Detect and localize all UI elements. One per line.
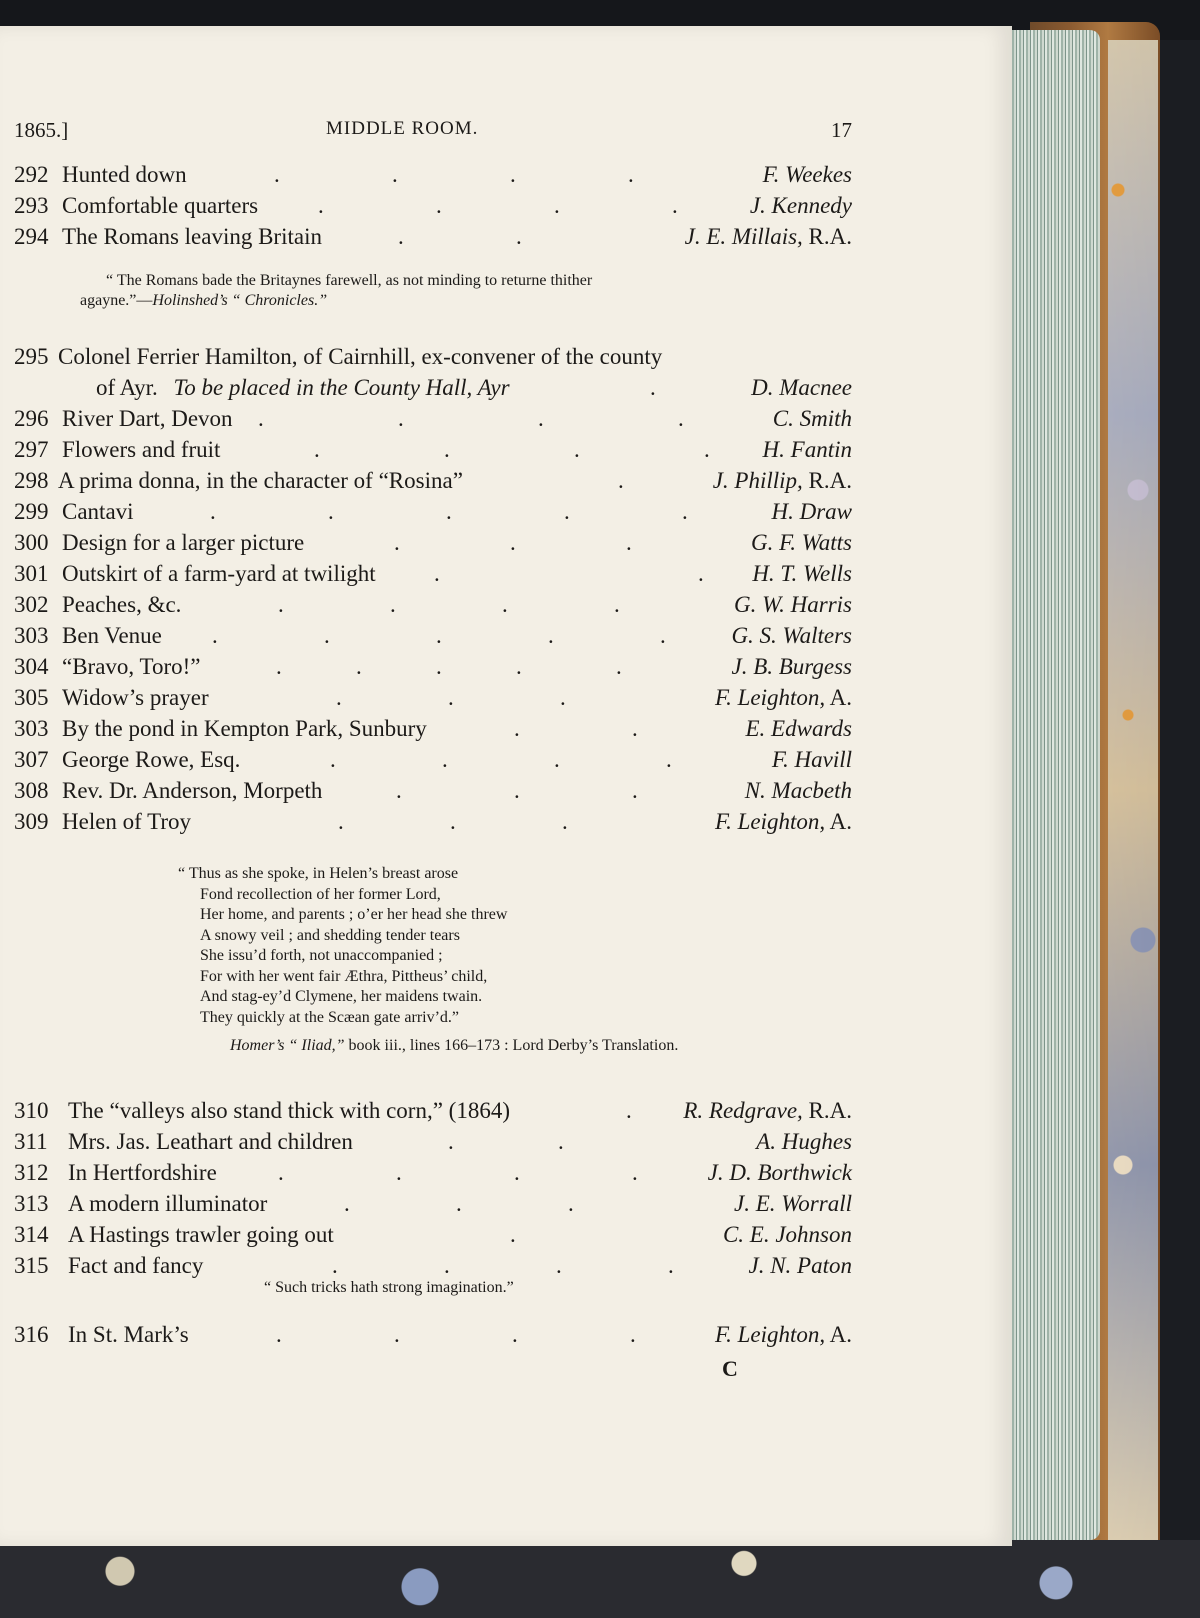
catalogue-entry: 292 Hunted down . . . . F. Weekes xyxy=(14,162,852,187)
entry-artist: N. Macbeth xyxy=(739,778,852,804)
helen-poem: “ Thus as she spoke, in Helen’s breast arose Fond recollection of her former Lord, Her home, and parents ; o’er her head she threw A snowy veil ; and shedding tender tears She issu’d forth, not unaccompanied ; For with her went fair Æthra, Pittheus’ child, And stag-ey’d Clymene, her maidens twain. They quickly at the Scæan gate arriv’d.” xyxy=(178,865,508,1026)
entry-number: 296 xyxy=(14,406,49,431)
entry-title: Peaches, &c. xyxy=(62,592,182,617)
entry-title: Cantavi xyxy=(62,499,134,524)
entry-artist: G. W. Harris xyxy=(728,592,852,618)
catalogue-entry: 293 Comfortable quarters . . . . J. Kennedy xyxy=(14,193,852,218)
entry-number: 315 xyxy=(14,1253,49,1278)
entry-title: A modern illuminator xyxy=(68,1191,268,1216)
entry-title: In Hertfordshire xyxy=(68,1160,217,1185)
entry-artist: H. Draw xyxy=(765,499,852,525)
entry-artist: J. Kennedy xyxy=(744,193,852,219)
entry-number: 299 xyxy=(14,499,49,524)
catalogue-entry: 310 The “valleys also stand thick with corn,” (1864) . R. Redgrave, R.A. xyxy=(14,1098,852,1123)
entry-number: 303 xyxy=(14,716,49,741)
poem-citation: Homer’s “ Iliad,” book iii., lines 166–173 : Lord Derby’s Translation. xyxy=(230,1037,679,1054)
entry-title: Rev. Dr. Anderson, Morpeth xyxy=(62,778,323,803)
romans-quote: “ The Romans bade the Britaynes farewell, as not minding to returne thither agayne.”—Holinshed’s “ Chronicles.” xyxy=(80,272,593,309)
catalogue-entry: 301 Outskirt of a farm-yard at twilight . . H. T. Wells xyxy=(14,561,852,586)
catalogue-entry: 316 In St. Mark’s . . . . F. Leighton, A. xyxy=(14,1322,852,1347)
entry-number: 307 xyxy=(14,747,49,772)
page-number: 17 xyxy=(831,118,852,142)
entry-number: 303 xyxy=(14,623,49,648)
catalogue-entry: 312 In Hertfordshire . . . . J. D. Borthwick xyxy=(14,1160,852,1185)
catalogue-entry xyxy=(14,344,852,374)
entry-title: A Hastings trawler going out xyxy=(68,1222,334,1247)
entry-artist: G. F. Watts xyxy=(745,530,852,556)
entry-number: 311 xyxy=(14,1129,48,1154)
entry-number: 316 xyxy=(14,1322,49,1347)
entry-number: 313 xyxy=(14,1191,49,1216)
catalogue-entry: 313 A modern illuminator . . . J. E. Worrall xyxy=(14,1191,852,1216)
entry-title: A prima donna, in the character of “Rosina” xyxy=(58,468,463,493)
entry-artist: D. Macnee xyxy=(745,375,852,401)
entry-artist: J. B. Burgess xyxy=(725,654,852,680)
entry-artist: F. Leighton, A. xyxy=(709,1322,852,1348)
catalogue-entry: 296 River Dart, Devon . . . . C. Smith xyxy=(14,406,852,431)
entry-artist: J. E. Millais, R.A. xyxy=(679,224,852,250)
entry-title: Flowers and fruit xyxy=(62,437,221,462)
fact-fancy-quote: “ Such tricks hath strong imagination.” xyxy=(264,1279,514,1296)
entry-title: George Rowe, Esq. xyxy=(62,747,241,772)
entry-title: Mrs. Jas. Leathart and children xyxy=(68,1129,353,1154)
entry-artist: G. S. Walters xyxy=(725,623,852,649)
entry-number: 292 xyxy=(14,162,49,187)
header-year: 1865.] xyxy=(14,118,69,142)
entry-number: 305 xyxy=(14,685,49,710)
page-content xyxy=(0,26,1012,1546)
catalogue-entry: 305 Widow’s prayer . . . F. Leighton, A. xyxy=(14,685,852,710)
entry-title: Fact and fancy xyxy=(68,1253,204,1278)
entry-title: By the pond in Kempton Park, Sunbury xyxy=(62,716,427,741)
entry-artist: H. T. Wells xyxy=(746,561,852,587)
catalogue-entry: 303 Ben Venue . . . . . G. S. Walters xyxy=(14,623,852,648)
entry-title: Helen of Troy xyxy=(62,809,192,834)
book-page xyxy=(0,26,1012,1546)
marbled-edge xyxy=(1108,40,1158,1540)
entry-title: Outskirt of a farm-yard at twilight xyxy=(62,561,376,586)
catalogue-entry: 304 “Bravo, Toro!” . . . . . J. B. Burgess xyxy=(14,654,852,679)
signature-mark: C xyxy=(722,1356,738,1381)
catalogue-entry: 315 Fact and fancy . . . . J. N. Paton xyxy=(14,1253,852,1278)
entry-title: Widow’s prayer xyxy=(62,685,209,710)
entry-number: 304 xyxy=(14,654,49,679)
entry-artist: J. E. Worrall xyxy=(728,1191,852,1217)
catalogue-entry: 302 Peaches, &c. . . . . G. W. Harris xyxy=(14,592,852,617)
entry-artist: C. E. Johnson xyxy=(717,1222,852,1248)
entry-title: In St. Mark’s xyxy=(68,1322,189,1347)
entry-title: River Dart, Devon xyxy=(62,406,233,431)
catalogue-entry: 309 Helen of Troy . . . F. Leighton, A. xyxy=(14,809,852,834)
entry-number: 301 xyxy=(14,561,49,586)
entry-title: Comfortable quarters xyxy=(62,193,259,218)
entry-number: 293 xyxy=(14,193,49,218)
catalogue-entry: 303 By the pond in Kempton Park, Sunbury . . E. Edwards xyxy=(14,716,852,741)
catalogue-entry: 298 A prima donna, in the character of “Rosina” . J. Phillip, R.A. xyxy=(14,468,852,493)
entry-artist: H. Fantin xyxy=(757,437,852,463)
entry-artist: C. Smith xyxy=(767,406,852,432)
catalogue-entry: 307 George Rowe, Esq. . . . . F. Havill xyxy=(14,747,852,772)
entry-number: 298 xyxy=(14,468,49,493)
entry-title: “Bravo, Toro!” xyxy=(62,654,201,679)
placement-note: To be placed in the County Hall, Ayr xyxy=(173,375,510,400)
entry-number: 295 xyxy=(14,344,49,369)
entry-number: 314 xyxy=(14,1222,49,1247)
entry-artist: F. Havill xyxy=(766,747,852,773)
entry-title: Hunted down xyxy=(62,162,187,187)
catalogue-entry-continuation: of Ayr. To be placed in the County Hall, Ayr . D. Macnee xyxy=(96,375,852,400)
entry-title: Design for a larger picture xyxy=(62,530,305,555)
catalogue-entry: 300 Design for a larger picture . . . G. F. Watts xyxy=(14,530,852,555)
entry-artist: J. Phillip, R.A. xyxy=(707,468,852,494)
entry-title: Colonel Ferrier Hamilton, of Cairnhill, ex-convener of the county xyxy=(58,344,663,369)
entry-artist: A. Hughes xyxy=(750,1129,852,1155)
entry-artist: E. Edwards xyxy=(740,716,853,742)
entry-artist: F. Leighton, A. xyxy=(709,685,852,711)
entry-artist: F. Leighton, A. xyxy=(709,809,852,835)
entry-title: The Romans leaving Britain xyxy=(62,224,322,249)
catalogue-entry: 294 The Romans leaving Britain . . J. E. Millais, R.A. xyxy=(14,224,852,249)
entry-title: of Ayr. To be placed in the County Hall, Ayr xyxy=(96,375,510,400)
entry-number: 302 xyxy=(14,592,49,617)
catalogue-entry: 311 Mrs. Jas. Leathart and children . . A. Hughes xyxy=(14,1129,852,1154)
catalogue-entry: 314 A Hastings trawler going out . C. E. Johnson xyxy=(14,1222,852,1247)
entry-title: The “valleys also stand thick with corn,” (1864) xyxy=(68,1098,510,1123)
entry-artist: R. Redgrave, R.A. xyxy=(677,1098,852,1124)
catalogue-entry: 299 Cantavi . . . . . H. Draw xyxy=(14,499,852,524)
entry-number: 312 xyxy=(14,1160,49,1185)
entry-artist: J. D. Borthwick xyxy=(702,1160,852,1186)
entry-artist: F. Weekes xyxy=(757,162,852,188)
entry-number: 294 xyxy=(14,224,49,249)
entry-number: 297 xyxy=(14,437,49,462)
running-header xyxy=(14,118,852,150)
entry-artist: J. N. Paton xyxy=(743,1253,853,1279)
entry-number: 308 xyxy=(14,778,49,803)
entry-number: 300 xyxy=(14,530,49,555)
marbled-endpaper xyxy=(0,1540,1200,1618)
page-edges xyxy=(1010,30,1100,1540)
header-title: MIDDLE ROOM. xyxy=(326,118,479,139)
catalogue-entry: 297 Flowers and fruit . . . . H. Fantin xyxy=(14,437,852,462)
catalogue-entry: 308 Rev. Dr. Anderson, Morpeth . . . N. Macbeth xyxy=(14,778,852,803)
entry-title: Ben Venue xyxy=(62,623,162,648)
entry-number: 309 xyxy=(14,809,49,834)
entry-number: 310 xyxy=(14,1098,49,1123)
